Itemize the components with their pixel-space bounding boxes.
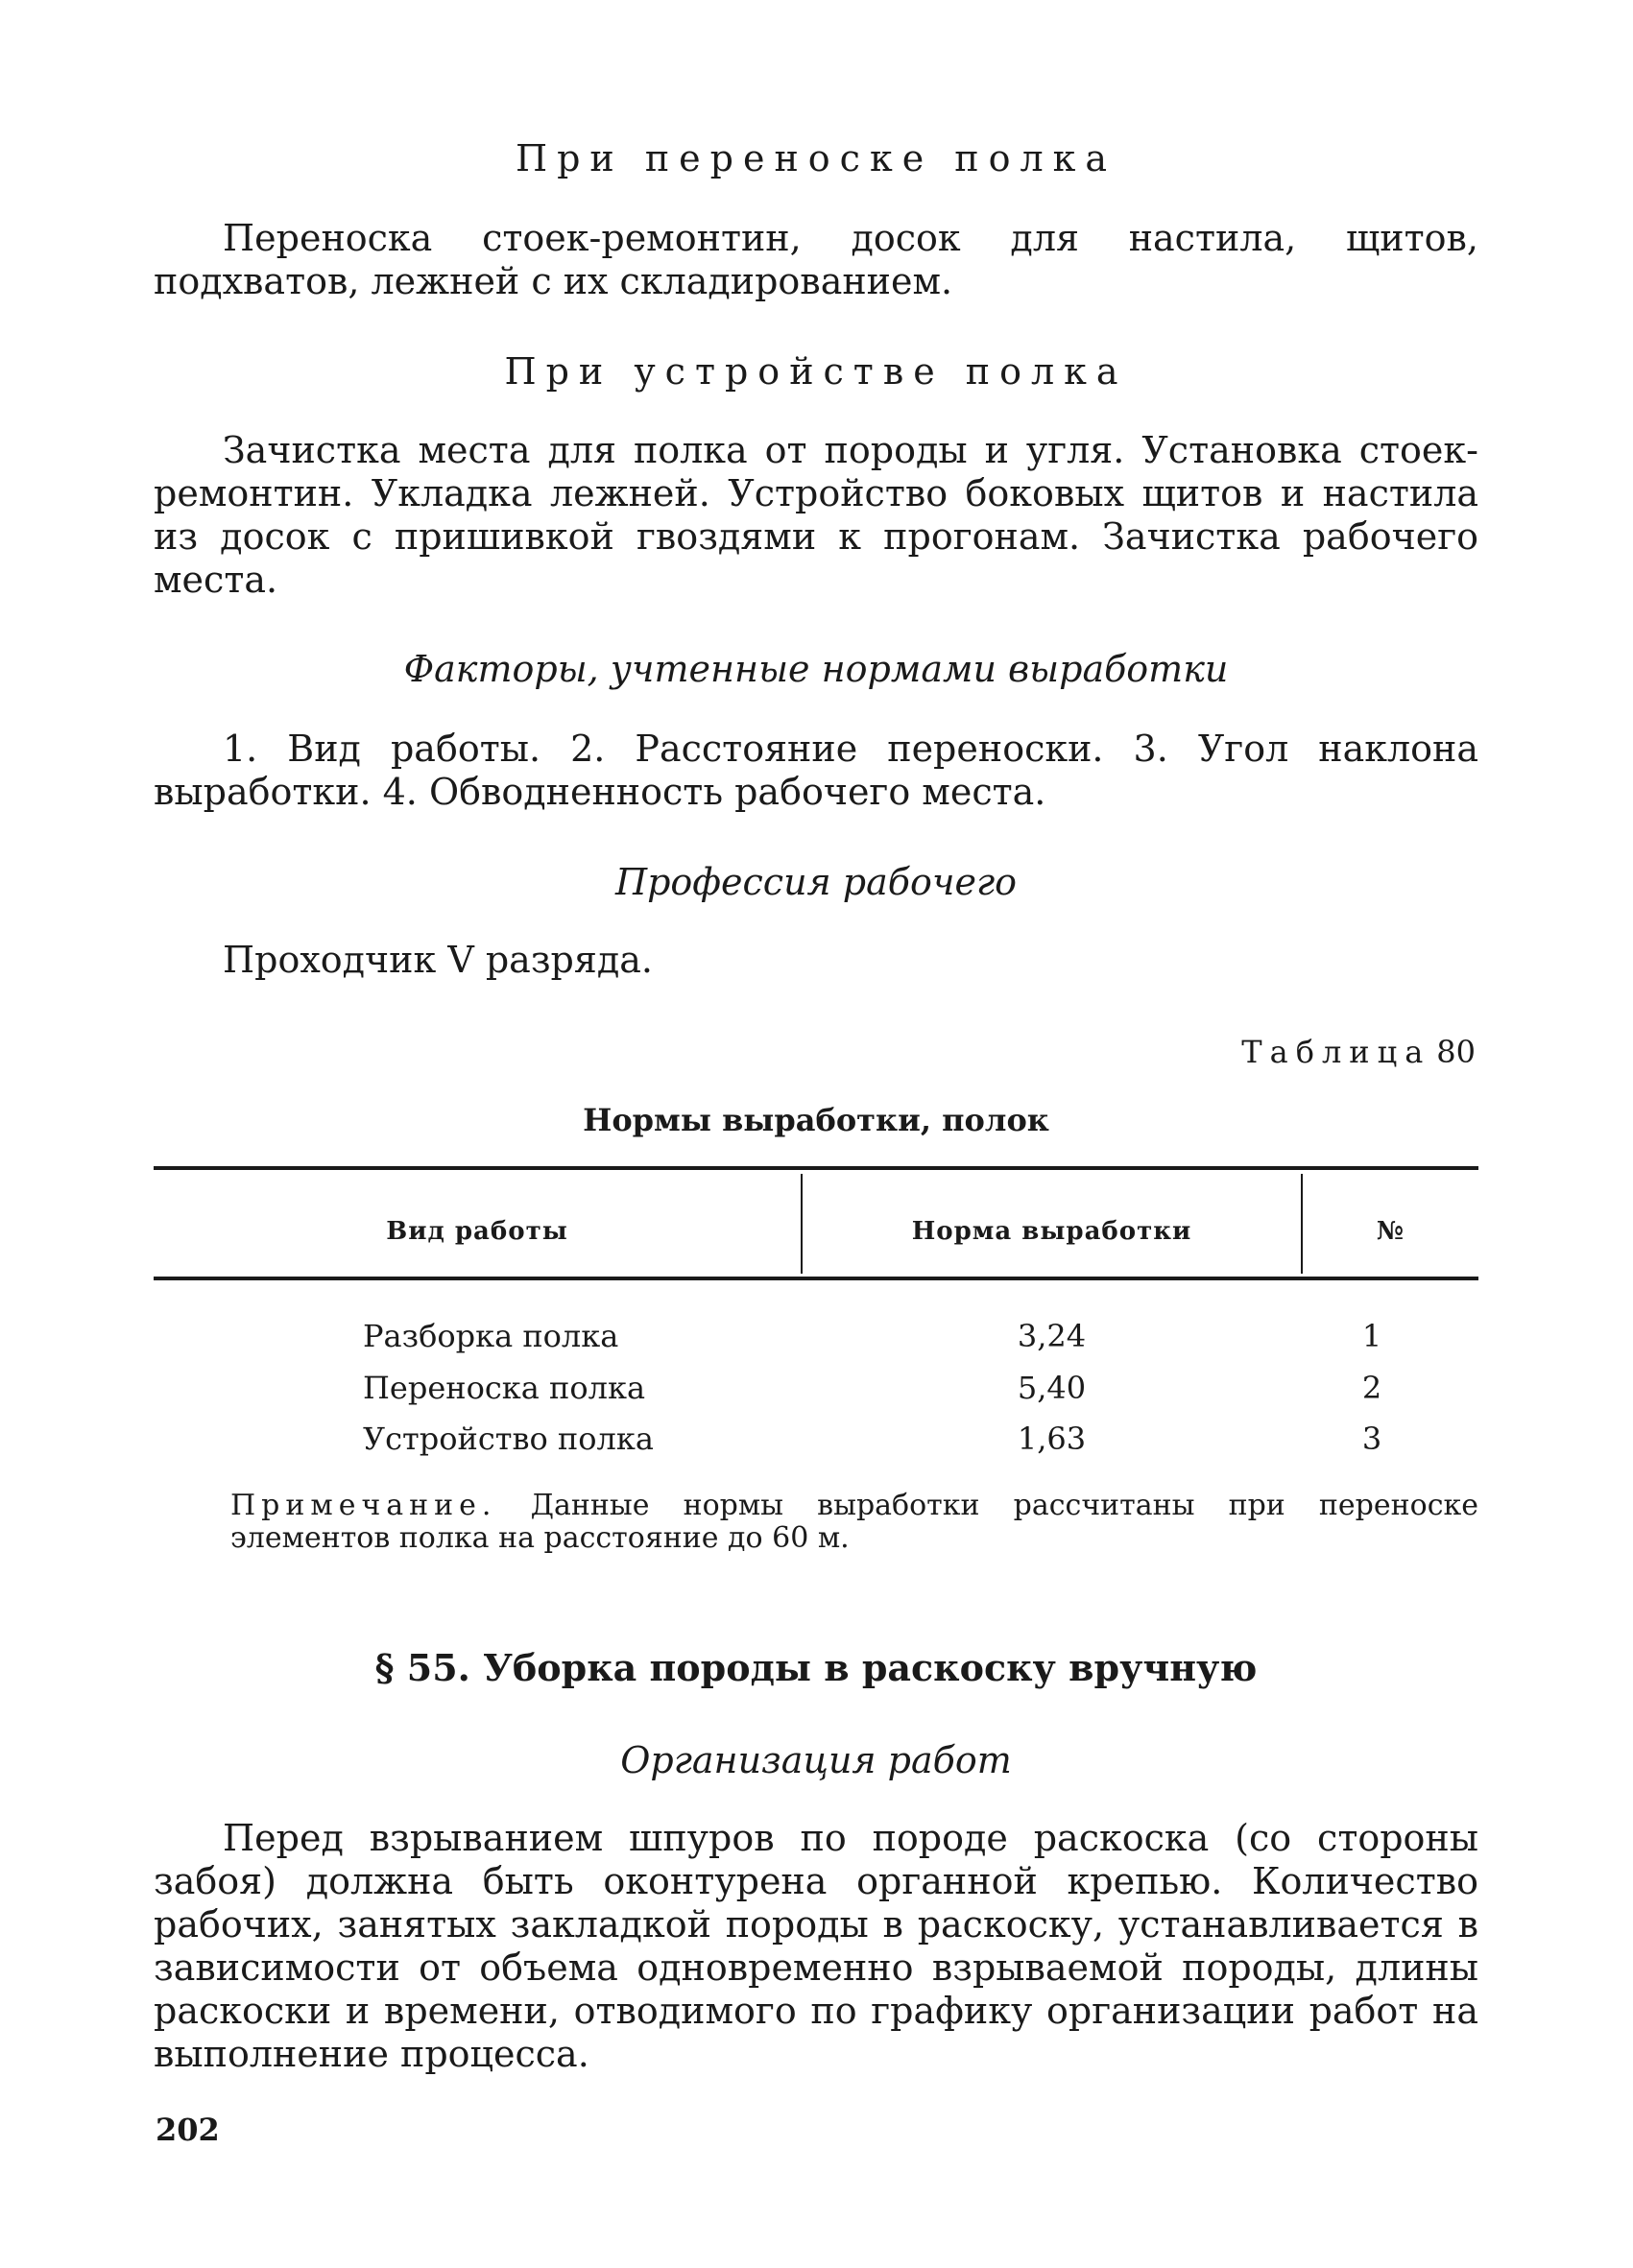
factors-paragraph: 1. Вид работы. 2. Расстояние переноски. 3. Угол наклона выработки. 4. Обводненность рабочего места.: [154, 728, 1478, 813]
carry-paragraph: Переноска стоек-ремонтин, досок для настила, щитов, подхватов, лежней с их складированием.: [154, 217, 1478, 302]
table-cell-norm: 3,24: [1017, 1318, 1087, 1354]
table-cell-norm: 1,63: [1017, 1420, 1087, 1457]
carry-heading: При переноске полка: [515, 137, 1117, 179]
table-cell-norm: 5,40: [1017, 1370, 1087, 1406]
table-label-number: 80: [1436, 1034, 1476, 1070]
table-note: [230, 1490, 1478, 1555]
table-cell-number: 3: [1361, 1420, 1382, 1457]
table-label: [1241, 1034, 1476, 1070]
build-paragraph: Зачистка места для полка от породы и угля. Установка стоек-ремонтин. Укладка лежней. Устройство боковых щитов и настила из досок с пришивкой гвоздями к прогонам. Зачистка рабочего места.: [154, 429, 1478, 601]
section-55-paragraph: Перед взрыванием шпуров по породе раскоска (со стороны забоя) должна быть оконтурена органной крепью. Количество рабочих, занятых закладкой породы в раскоску, устанавливается в зависимости от объема одновременно взрываемой породы, длины раскоски и времени, отводимого по графику организации работ на выполнение процесса.: [154, 1817, 1478, 2075]
table-cell-work: Разборка полка: [363, 1318, 619, 1354]
table-header-rule: [154, 1277, 1478, 1280]
table-header-norm: Норма выработки: [911, 1217, 1192, 1246]
table-cell-number: 2: [1361, 1370, 1382, 1406]
table-label-word: Таблица: [1241, 1034, 1431, 1070]
table-cell-number: 1: [1361, 1318, 1382, 1354]
section-55-subheading: Организация работ: [620, 1739, 1012, 1781]
table-note-label: Примечание.: [230, 1489, 497, 1522]
factors-heading: Факторы, учтенные нормами выработки: [403, 648, 1229, 690]
build-heading: При устройстве полка: [504, 350, 1128, 393]
table-header-number: №: [1376, 1217, 1405, 1246]
table-note-text-first: Данные нормы выработки рассчитаны при переноске: [530, 1489, 1478, 1522]
section-55-heading: § 55. Уборка породы в раскоску вручную: [374, 1646, 1258, 1689]
page-number: 202: [156, 2112, 220, 2148]
profession-paragraph: Проходчик V разряда.: [223, 939, 653, 981]
table-note-text-second: элементов полка на расстояние до 60 м.: [230, 1521, 850, 1555]
table-cell-work: Переноска полка: [363, 1370, 646, 1406]
table-top-rule: [154, 1166, 1478, 1170]
table-header-work: Вид работы: [386, 1217, 568, 1246]
table-cell-work: Устройство полка: [363, 1420, 654, 1457]
table-note-first-line: [230, 1490, 1478, 1522]
table-title: Нормы выработки, полок: [583, 1102, 1049, 1138]
profession-heading: Профессия рабочего: [614, 861, 1018, 903]
